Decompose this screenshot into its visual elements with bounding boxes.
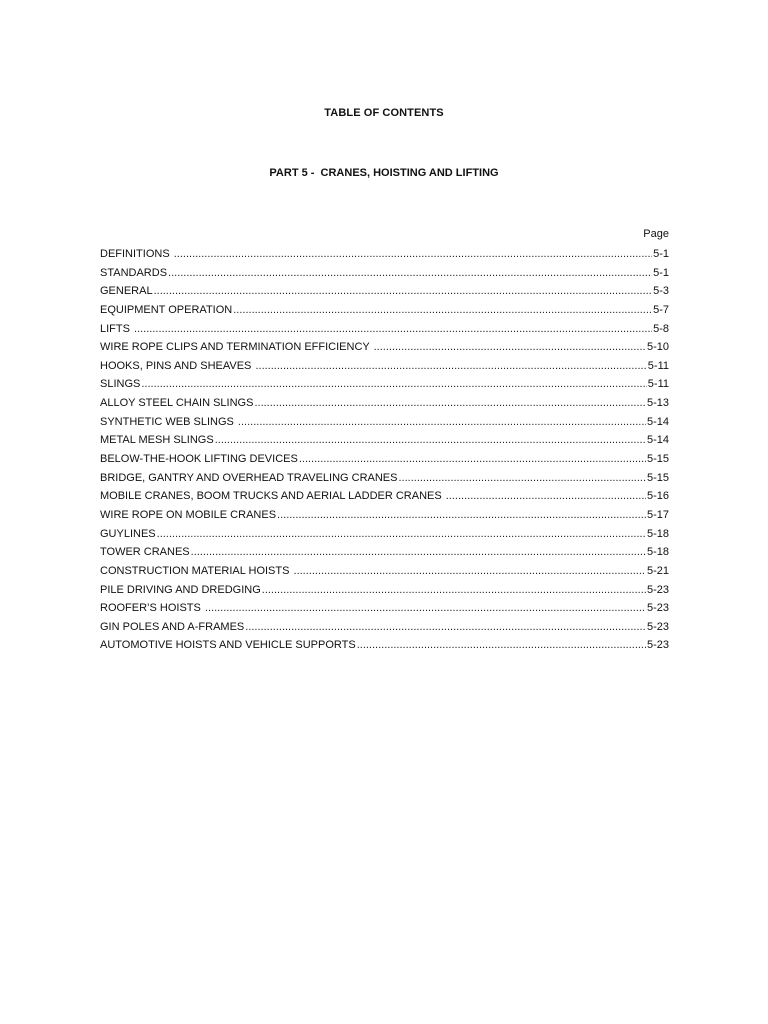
toc-entry-page: 5-23 bbox=[646, 639, 669, 652]
toc-dot-leader bbox=[157, 525, 646, 544]
toc-entry-page: 5-14 bbox=[646, 415, 669, 428]
toc-entry-page: 5-21 bbox=[646, 564, 669, 577]
toc-entry-page: 5-1 bbox=[653, 248, 669, 260]
toc-entry-page: 5-16 bbox=[646, 490, 669, 503]
toc-dot-leader bbox=[141, 375, 646, 394]
toc-dot-leader bbox=[254, 394, 646, 413]
toc-entry-title: GUYLINES bbox=[100, 527, 156, 540]
toc-dot-leader bbox=[174, 245, 652, 264]
document-title: TABLE OF CONTENTS bbox=[324, 107, 444, 119]
toc-entry-page: 5-15 bbox=[646, 453, 669, 466]
toc-entry-title: PILE DRIVING AND DREDGING bbox=[100, 583, 261, 596]
toc-dot-leader bbox=[191, 543, 646, 562]
toc-entry-page: 5-13 bbox=[646, 397, 669, 410]
toc-entry-page: 5-18 bbox=[646, 546, 669, 559]
toc-entry-page: 5-10 bbox=[646, 341, 669, 354]
toc-entry[interactable] bbox=[100, 599, 669, 618]
toc-entry-title: DEFINITIONS bbox=[100, 248, 173, 260]
toc-entry-title: EQUIPMENT OPERATION bbox=[100, 303, 233, 316]
toc-entry-page: 5-23 bbox=[646, 583, 669, 596]
toc-entry-page: 5-1 bbox=[653, 266, 669, 279]
toc-entry[interactable] bbox=[100, 487, 669, 506]
toc-entry[interactable] bbox=[100, 525, 669, 544]
toc-entry[interactable] bbox=[100, 301, 669, 320]
toc-dot-leader bbox=[357, 636, 646, 655]
toc-dot-leader bbox=[398, 469, 645, 488]
toc-dot-leader bbox=[262, 581, 646, 600]
toc-dot-leader bbox=[238, 413, 646, 432]
toc-dot-leader bbox=[134, 320, 652, 339]
toc-dot-leader bbox=[294, 562, 646, 581]
toc-entry-page: 5-18 bbox=[646, 527, 669, 540]
toc-entry-title: GIN POLES AND A-FRAMES bbox=[100, 620, 245, 633]
toc-entry-title: GENERAL bbox=[100, 285, 153, 298]
toc-entry[interactable] bbox=[100, 469, 669, 488]
toc-entry-page: 5-8 bbox=[653, 322, 669, 335]
toc-entry[interactable] bbox=[100, 636, 669, 655]
toc-entry[interactable] bbox=[100, 506, 669, 525]
toc-dot-leader bbox=[446, 487, 646, 506]
toc-entry-page: 5-17 bbox=[646, 508, 669, 521]
toc-entry[interactable] bbox=[100, 320, 669, 339]
toc-entry[interactable] bbox=[100, 245, 669, 264]
toc-dot-leader bbox=[215, 431, 646, 450]
toc-entry-page: 5-11 bbox=[647, 378, 669, 391]
toc-entry-title: STANDARDS bbox=[100, 266, 168, 279]
toc-entry-title: WIRE ROPE CLIPS AND TERMINATION EFFICIENCY bbox=[100, 341, 373, 354]
toc-dot-leader bbox=[205, 599, 646, 618]
toc-dot-leader bbox=[154, 282, 653, 301]
toc-entry-page: 5-23 bbox=[646, 602, 669, 615]
page-column-label: Page bbox=[643, 228, 669, 240]
toc-entry-title: WIRE ROPE ON MOBILE CRANES bbox=[100, 508, 277, 521]
toc-entry-page: 5-7 bbox=[653, 303, 669, 316]
toc-entry-title: TOWER CRANES bbox=[100, 546, 190, 559]
toc-dot-leader bbox=[277, 506, 646, 525]
toc-entry-title: SYNTHETIC WEB SLINGS bbox=[100, 415, 237, 428]
table-of-contents bbox=[100, 245, 669, 655]
toc-entry[interactable] bbox=[100, 394, 669, 413]
toc-entry-title: BELOW-THE-HOOK LIFTING DEVICES bbox=[100, 453, 298, 466]
toc-entry-title: CONSTRUCTION MATERIAL HOISTS bbox=[100, 564, 293, 577]
toc-dot-leader bbox=[374, 338, 646, 357]
toc-entry[interactable] bbox=[100, 282, 669, 301]
toc-entry[interactable] bbox=[100, 431, 669, 450]
toc-dot-leader bbox=[168, 264, 652, 283]
toc-entry-title: BRIDGE, GANTRY AND OVERHEAD TRAVELING CRANES bbox=[100, 471, 398, 484]
toc-entry-title: METAL MESH SLINGS bbox=[100, 434, 214, 447]
toc-entry[interactable] bbox=[100, 357, 669, 376]
toc-entry-title: LIFTS bbox=[100, 322, 134, 335]
toc-entry-title: AUTOMOTIVE HOISTS AND VEHICLE SUPPORTS bbox=[100, 639, 356, 652]
toc-entry[interactable] bbox=[100, 581, 669, 600]
toc-entry-page: 5-14 bbox=[646, 434, 669, 447]
toc-dot-leader bbox=[299, 450, 646, 469]
toc-entry-page: 5-15 bbox=[646, 471, 669, 484]
toc-entry-title: HOOKS, PINS AND SHEAVES bbox=[100, 359, 255, 372]
toc-entry[interactable] bbox=[100, 264, 669, 283]
toc-entry[interactable] bbox=[100, 618, 669, 637]
toc-entry[interactable] bbox=[100, 375, 669, 394]
toc-entry[interactable] bbox=[100, 543, 669, 562]
toc-entry-page: 5-23 bbox=[646, 620, 669, 633]
toc-entry-page: 5-11 bbox=[647, 359, 669, 372]
toc-dot-leader bbox=[255, 357, 646, 376]
toc-entry[interactable] bbox=[100, 450, 669, 469]
toc-entry-page: 5-3 bbox=[653, 285, 669, 298]
toc-dot-leader bbox=[245, 618, 646, 637]
toc-dot-leader bbox=[233, 301, 652, 320]
toc-entry[interactable] bbox=[100, 413, 669, 432]
toc-entry-title: MOBILE CRANES, BOOM TRUCKS AND AERIAL LADDER CRANES bbox=[100, 490, 445, 503]
part-title: PART 5 - CRANES, HOISTING AND LIFTING bbox=[269, 167, 499, 179]
toc-entry[interactable] bbox=[100, 338, 669, 357]
toc-entry-title: ROOFER’S HOISTS bbox=[100, 602, 204, 615]
toc-entry[interactable] bbox=[100, 562, 669, 581]
toc-entry-title: ALLOY STEEL CHAIN SLINGS bbox=[100, 397, 254, 410]
toc-entry-title: SLINGS bbox=[100, 378, 141, 391]
